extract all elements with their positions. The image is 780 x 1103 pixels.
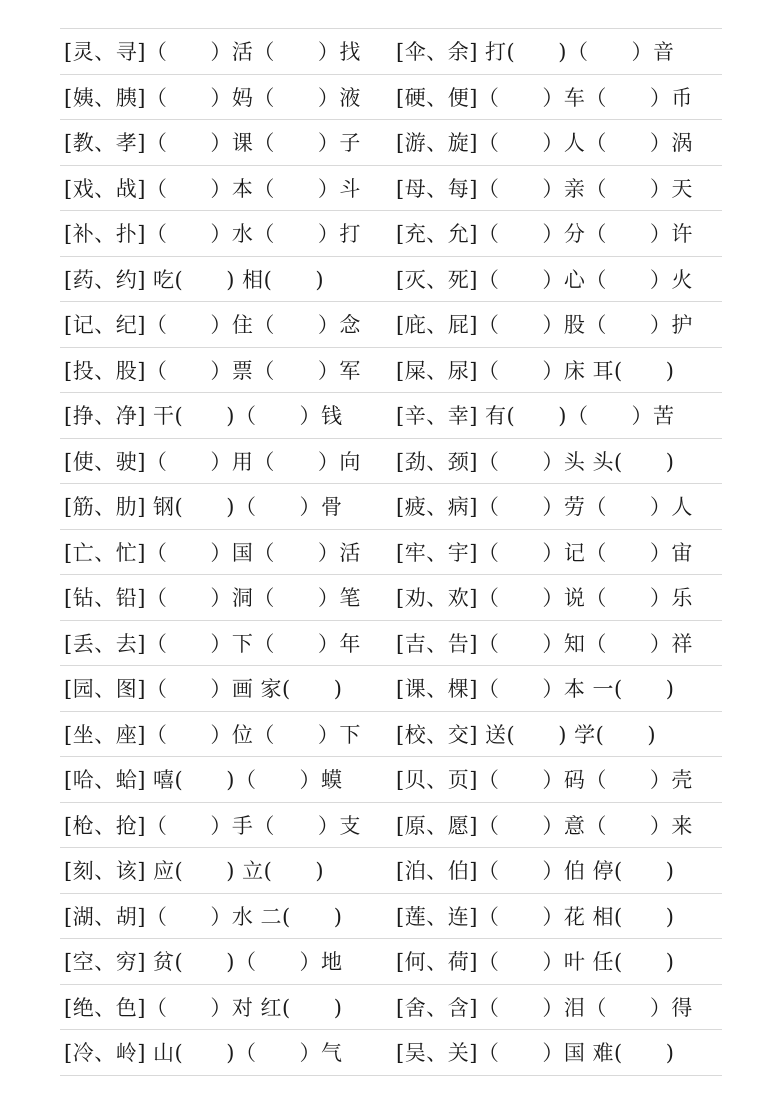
exercise-right: [校、交] 送( ) 学( ) <box>396 722 657 747</box>
exercise-right: [疲、病]（ ）劳（ ）人 <box>396 495 693 520</box>
exercise-right: [劲、颈]（ ）头 头( ) <box>396 449 675 474</box>
exercise-right: [伞、余] 打( )（ ）音 <box>396 40 675 65</box>
exercise-right: [吴、关]（ ）国 难( ) <box>396 1041 675 1066</box>
exercise-left: [丢、去]（ ）下（ ）年 <box>64 631 361 656</box>
exercise-left: [哈、蛤] 嘻( )（ ）蟆 <box>64 768 343 793</box>
exercise-right: [庇、屁]（ ）股（ ）护 <box>396 313 693 338</box>
exercise-right: [课、棵]（ ）本 一( ) <box>396 677 675 702</box>
exercise-left: [枪、抢]（ ）手（ ）支 <box>64 813 361 838</box>
exercise-row <box>60 166 722 212</box>
exercise-left: [钻、铅]（ ）洞（ ）笔 <box>64 586 361 611</box>
exercise-left: [亡、忙]（ ）国（ ）活 <box>64 540 361 565</box>
exercise-right: [莲、连]（ ）花 相( ) <box>396 904 675 929</box>
exercise-row <box>60 939 722 985</box>
exercise-right: [牢、宇]（ ）记（ ）宙 <box>396 540 693 565</box>
exercise-row <box>60 484 722 530</box>
exercise-left: [挣、净] 干( )（ ）钱 <box>64 404 343 429</box>
exercise-left: [绝、色]（ ）对 红( ) <box>64 995 343 1020</box>
exercise-left: [湖、胡]（ ）水 二( ) <box>64 904 343 929</box>
exercise-row <box>60 575 722 621</box>
exercise-row <box>60 985 722 1031</box>
exercise-row <box>60 257 722 303</box>
exercise-row <box>60 302 722 348</box>
exercise-left: [记、纪]（ ）住（ ）念 <box>64 313 361 338</box>
exercise-row <box>60 803 722 849</box>
exercise-right: [游、旋]（ ）人（ ）涡 <box>396 131 693 156</box>
exercise-right: [母、每]（ ）亲（ ）天 <box>396 176 693 201</box>
exercise-right: [硬、便]（ ）车（ ）币 <box>396 85 693 110</box>
exercise-left: [使、驶]（ ）用（ ）向 <box>64 449 361 474</box>
exercise-left: [筋、肋] 钢( )（ ）骨 <box>64 495 343 520</box>
exercise-right: [屎、尿]（ ）床 耳( ) <box>396 358 675 383</box>
exercise-row <box>60 712 722 758</box>
exercise-left: [教、孝]（ ）课（ ）子 <box>64 131 361 156</box>
exercise-right: [充、允]（ ）分（ ）许 <box>396 222 693 247</box>
exercise-right: [原、愿]（ ）意（ ）来 <box>396 813 693 838</box>
exercise-right: [灭、死]（ ）心（ ）火 <box>396 267 693 292</box>
exercise-left: [戏、战]（ ）本（ ）斗 <box>64 176 361 201</box>
exercise-right: [辛、幸] 有( )（ ）苦 <box>396 404 675 429</box>
exercise-left: [投、股]（ ）票（ ）军 <box>64 358 361 383</box>
exercise-row <box>60 666 722 712</box>
exercise-left: [药、约] 吃( ) 相( ) <box>64 267 325 292</box>
exercise-row <box>60 75 722 121</box>
exercise-sheet <box>60 28 722 1076</box>
exercise-right: [贝、页]（ ）码（ ）壳 <box>396 768 693 793</box>
exercise-right: [劝、欢]（ ）说（ ）乐 <box>396 586 693 611</box>
exercise-row <box>60 1030 722 1076</box>
exercise-right: [舍、含]（ ）泪（ ）得 <box>396 995 693 1020</box>
exercise-left: [灵、寻]（ ）活（ ）找 <box>64 40 361 65</box>
exercise-row <box>60 757 722 803</box>
exercise-row <box>60 393 722 439</box>
exercise-row <box>60 29 722 75</box>
exercise-row <box>60 439 722 485</box>
exercise-left: [园、图]（ ）画 家( ) <box>64 677 343 702</box>
exercise-left: [空、穷] 贫( )（ ）地 <box>64 950 343 975</box>
exercise-right: [吉、告]（ ）知（ ）祥 <box>396 631 693 656</box>
exercise-row <box>60 621 722 667</box>
exercise-left: [刻、该] 应( ) 立( ) <box>64 859 325 884</box>
exercise-row <box>60 894 722 940</box>
exercise-row <box>60 348 722 394</box>
exercise-left: [姨、胰]（ ）妈（ ）液 <box>64 85 361 110</box>
exercise-row <box>60 120 722 166</box>
exercise-left: [坐、座]（ ）位（ ）下 <box>64 722 361 747</box>
exercise-left: [冷、岭] 山( )（ ）气 <box>64 1041 343 1066</box>
exercise-row <box>60 211 722 257</box>
exercise-right: [何、荷]（ ）叶 任( ) <box>396 950 675 975</box>
exercise-left: [补、扑]（ ）水（ ）打 <box>64 222 361 247</box>
exercise-row <box>60 530 722 576</box>
exercise-right: [泊、伯]（ ）伯 停( ) <box>396 859 675 884</box>
exercise-row <box>60 848 722 894</box>
